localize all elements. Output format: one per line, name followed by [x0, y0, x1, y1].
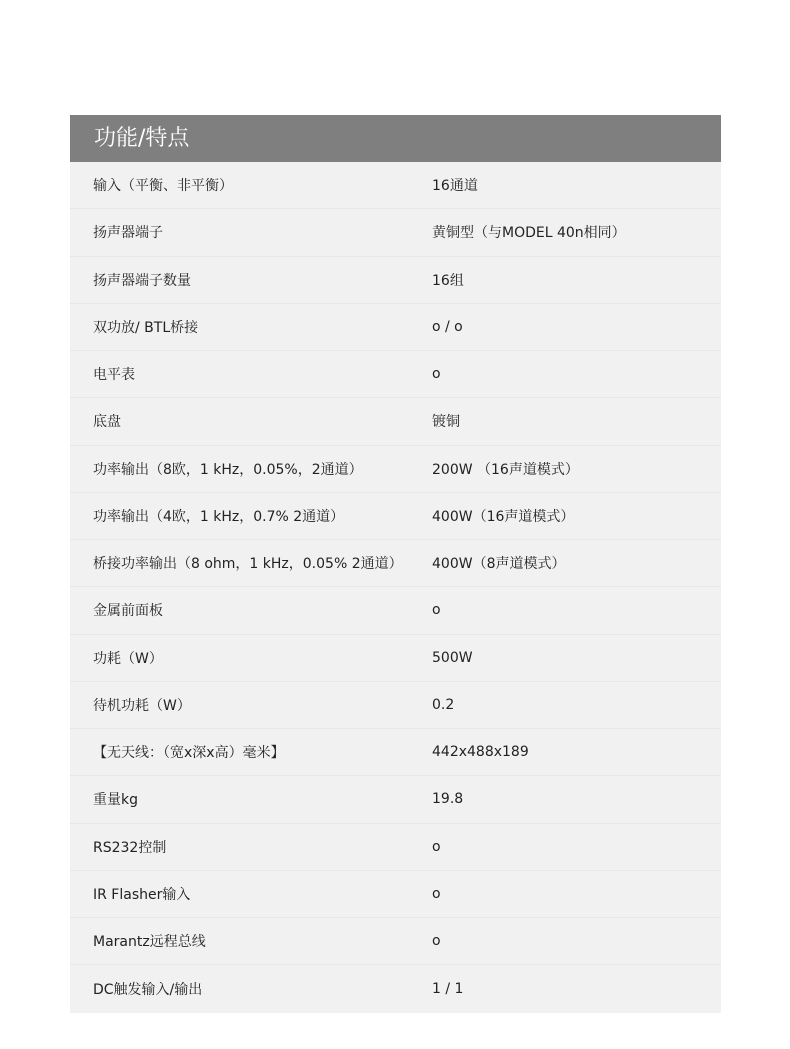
spec-label: Marantz远程总线 [93, 934, 206, 951]
spec-row [70, 871, 721, 918]
spec-label: 重量kg [93, 792, 138, 809]
spec-row [70, 918, 721, 965]
spec-label: IR Flasher输入 [93, 886, 191, 903]
spec-value: o [432, 933, 441, 950]
spec-value: 1 / 1 [432, 980, 464, 997]
spec-table [70, 115, 721, 1013]
spec-row [70, 209, 721, 256]
spec-row [70, 965, 721, 1012]
spec-value: 442x488x189 [432, 744, 529, 761]
spec-label: 金属前面板 [93, 603, 163, 620]
spec-value: 16通道 [432, 178, 478, 195]
spec-row [70, 162, 721, 209]
section-title: 功能/特点 [70, 115, 721, 162]
spec-row [70, 776, 721, 823]
spec-row [70, 682, 721, 729]
spec-row [70, 446, 721, 493]
spec-label: 功率输出（8欧，1 kHz，0.05%，2通道） [93, 461, 363, 478]
spec-value: o [432, 885, 441, 902]
spec-label: 【无天线：（宽x深x高）毫米】 [93, 745, 285, 762]
spec-label: RS232控制 [93, 839, 167, 856]
spec-rows [70, 162, 721, 1013]
spec-label: 功率输出（4欧，1 kHz，0.7% 2通道） [93, 508, 345, 525]
spec-value: 500W [432, 649, 473, 666]
spec-label: 扬声器端子数量 [93, 272, 191, 289]
spec-value: 400W（16声道模式） [432, 508, 575, 525]
spec-label: DC触发输入/输出 [93, 981, 203, 998]
spec-value: 镀铜 [432, 414, 460, 431]
spec-value: 19.8 [432, 791, 464, 808]
spec-label: 底盘 [93, 414, 121, 431]
spec-row [70, 351, 721, 398]
spec-value: o [432, 602, 441, 619]
spec-row [70, 729, 721, 776]
spec-label: 功耗（W） [93, 650, 163, 667]
spec-label: 输入（平衡、非平衡） [93, 178, 233, 195]
spec-row [70, 398, 721, 445]
spec-label: 双功放/ BTL桥接 [93, 319, 199, 336]
spec-row [70, 587, 721, 634]
spec-value: o [432, 366, 441, 383]
spec-row [70, 493, 721, 540]
spec-value: 400W（8声道模式） [432, 556, 566, 573]
spec-row [70, 540, 721, 587]
spec-value: 200W （16声道模式） [432, 461, 579, 478]
spec-row [70, 304, 721, 351]
spec-value: 16组 [432, 272, 464, 289]
spec-label: 电平表 [93, 367, 135, 384]
spec-value: o / o [432, 318, 463, 335]
spec-value: 黄铜型（与MODEL 40n相同） [432, 225, 626, 242]
spec-row [70, 824, 721, 871]
spec-row [70, 635, 721, 682]
spec-value: o [432, 838, 441, 855]
spec-label: 扬声器端子 [93, 225, 163, 242]
spec-label: 待机功耗（W） [93, 697, 191, 714]
spec-row [70, 257, 721, 304]
spec-value: 0.2 [432, 696, 455, 713]
spec-label: 桥接功率输出（8 ohm，1 kHz，0.05% 2通道） [93, 556, 403, 573]
